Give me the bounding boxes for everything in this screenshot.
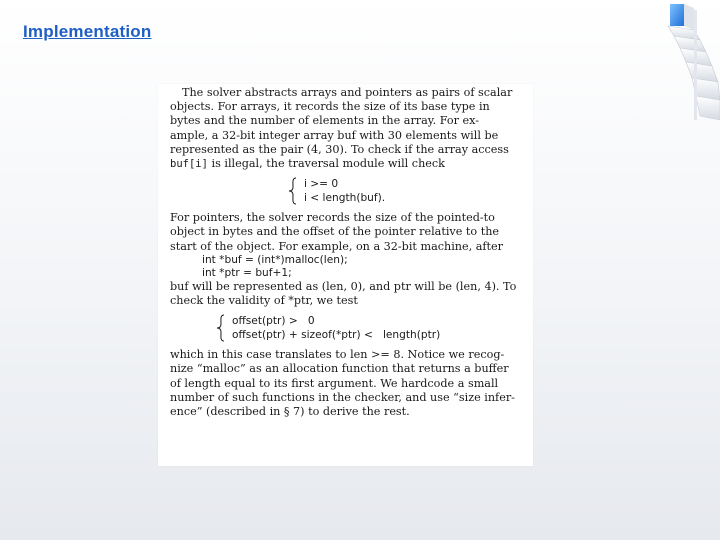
- condition-row: offset(ptr) + sizeof(*ptr) < length(ptr): [232, 329, 441, 342]
- pointer-validity-conditions: [216, 314, 523, 342]
- text-line: check the validity of *ptr, we test: [170, 294, 358, 308]
- condition-row: i >= 0: [304, 178, 339, 191]
- paragraph-pointers: [170, 211, 523, 254]
- text-line: buf will be represented as (len, 0), and ptr will be (len, 4). To: [170, 279, 517, 293]
- condition-row: offset(ptr) > 0: [232, 315, 315, 328]
- code-line: int *buf = (int*)malloc(len);: [202, 253, 348, 266]
- left-brace-icon: [216, 314, 226, 342]
- text-line: nize “malloc” as an allocation function that returns a buffer: [170, 362, 509, 376]
- paragraph-validity: [170, 280, 523, 308]
- text-line: of length equal to its first argument. We hardcode a small: [170, 376, 499, 390]
- paper-excerpt: [158, 84, 533, 466]
- staircase-decoration-icon: [630, 0, 720, 130]
- text-line: represented as the pair (4, 30). To check if the array access: [170, 142, 509, 156]
- text-line: object in bytes and the offset of the pointer relative to the: [170, 225, 500, 239]
- text-line: ence” (described in § 7) to derive the rest.: [170, 405, 410, 419]
- array-bounds-conditions: [288, 177, 523, 205]
- text-line: ample, a 32-bit integer array buf with 30 elements will be: [170, 128, 499, 142]
- text-line: The solver abstracts arrays and pointers as pairs of scalar: [182, 86, 513, 99]
- code-example: [202, 254, 523, 280]
- text-line: bytes and the number of elements in the array. For ex-: [170, 114, 480, 128]
- text-line-with-code: [170, 157, 523, 171]
- code-line: int *ptr = buf+1;: [202, 266, 292, 279]
- paragraph-malloc: [170, 348, 523, 419]
- text-line: number of such functions in the checker, and use “size infer-: [170, 390, 515, 404]
- text-fragment: is illegal, the traversal module will check: [207, 157, 445, 171]
- text-line: which in this case translates to len >= 8. Notice we recog-: [170, 348, 505, 362]
- condition-row: i < length(buf).: [304, 192, 386, 205]
- left-brace-icon: [288, 177, 298, 205]
- inline-code: buf[i]: [170, 158, 208, 171]
- text-line: start of the object. For example, on a 32-bit machine, after: [170, 239, 504, 253]
- text-line: For pointers, the solver records the size of the pointed-to: [170, 211, 495, 225]
- text-line: objects. For arrays, it records the size of its base type in: [170, 100, 490, 114]
- paragraph-arrays: [170, 86, 523, 171]
- slide-title: Implementation: [23, 22, 152, 41]
